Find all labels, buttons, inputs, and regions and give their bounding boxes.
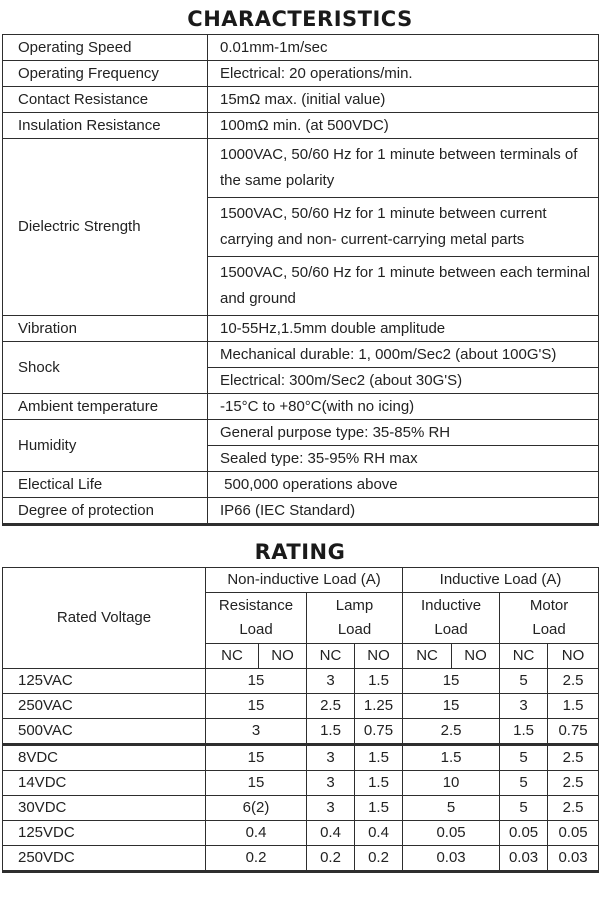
lamp-no-cell: 0.75	[355, 719, 403, 745]
table-row	[3, 113, 599, 139]
table-row	[3, 745, 599, 771]
table-row	[3, 669, 599, 694]
rating-title: RATING	[254, 540, 346, 564]
lamp-no-cell: 0.4	[355, 821, 403, 846]
spec-label: Dielectric Strength	[3, 139, 208, 316]
lamp-nc-cell: 3	[307, 745, 355, 771]
inductive-load-header: Inductive Load	[403, 593, 500, 644]
resistance-cell: 15	[206, 694, 307, 719]
spec-value: 100mΩ min. (at 500VDC)	[208, 113, 599, 139]
inductive-cell: 15	[403, 669, 500, 694]
lamp-nc-cell: 0.4	[307, 821, 355, 846]
motor-nc-cell: 3	[500, 694, 548, 719]
spec-value: Mechanical durable: 1, 000m/Sec2 (about 100G'S)	[208, 342, 599, 368]
table-row	[3, 394, 599, 420]
inductive-cell: 15	[403, 694, 500, 719]
resistance-cell: 15	[206, 669, 307, 694]
lamp-load-header: Lamp Load	[307, 593, 403, 644]
lamp-nc-cell: 3	[307, 796, 355, 821]
voltage-cell: 125VAC	[3, 669, 206, 694]
non-inductive-header: Non-inductive Load (A)	[206, 568, 403, 593]
table-row	[3, 316, 599, 342]
voltage-cell: 250VAC	[3, 694, 206, 719]
spec-label: Shock	[3, 342, 208, 394]
motor-nc-cell: 0.05	[500, 821, 548, 846]
spec-value: 500,000 operations above	[208, 472, 599, 498]
resistance-cell: 15	[206, 771, 307, 796]
table-row	[3, 719, 599, 745]
voltage-cell: 250VDC	[3, 846, 206, 872]
motor-nc-cell: 1.5	[500, 719, 548, 745]
lamp-no-cell: 1.5	[355, 745, 403, 771]
table-row	[3, 472, 599, 498]
motor-nc-cell: 5	[500, 771, 548, 796]
motor-nc-cell: 0.03	[500, 846, 548, 872]
nc-header: NC	[500, 644, 548, 669]
no-header: NO	[355, 644, 403, 669]
lamp-nc-cell: 3	[307, 771, 355, 796]
rating-table	[2, 567, 599, 873]
voltage-cell: 30VDC	[3, 796, 206, 821]
resistance-cell: 0.4	[206, 821, 307, 846]
spec-value: -15°C to +80°C(with no icing)	[208, 394, 599, 420]
table-row	[3, 139, 599, 198]
motor-no-cell: 0.75	[548, 719, 599, 745]
inductive-cell: 5	[403, 796, 500, 821]
lamp-no-cell: 1.5	[355, 771, 403, 796]
spec-label: Ambient temperature	[3, 394, 208, 420]
spec-label: Operating Frequency	[3, 61, 208, 87]
inductive-header: Inductive Load (A)	[403, 568, 599, 593]
voltage-cell: 500VAC	[3, 719, 206, 745]
rated-voltage-header: Rated Voltage	[3, 568, 206, 669]
spec-label: Electical Life	[3, 472, 208, 498]
table-row	[3, 846, 599, 872]
motor-nc-cell: 5	[500, 669, 548, 694]
motor-no-cell: 2.5	[548, 796, 599, 821]
spec-value: 15mΩ max. (initial value)	[208, 87, 599, 113]
header-row	[3, 568, 599, 593]
table-row	[3, 821, 599, 846]
no-header: NO	[452, 644, 500, 669]
motor-no-cell: 2.5	[548, 745, 599, 771]
lamp-no-cell: 0.2	[355, 846, 403, 872]
lamp-nc-cell: 3	[307, 669, 355, 694]
lamp-no-cell: 1.5	[355, 669, 403, 694]
spec-value: 10-55Hz,1.5mm double amplitude	[208, 316, 599, 342]
motor-load-header: Motor Load	[500, 593, 599, 644]
motor-no-cell: 1.5	[548, 694, 599, 719]
spec-value: Sealed type: 35-95% RH max	[208, 446, 599, 472]
table-row	[3, 498, 599, 525]
table-row	[3, 87, 599, 113]
lamp-no-cell: 1.5	[355, 796, 403, 821]
motor-no-cell: 0.05	[548, 821, 599, 846]
lamp-nc-cell: 0.2	[307, 846, 355, 872]
inductive-cell: 2.5	[403, 719, 500, 745]
lamp-nc-cell: 2.5	[307, 694, 355, 719]
spec-label: Vibration	[3, 316, 208, 342]
inductive-cell: 10	[403, 771, 500, 796]
spec-value: Electrical: 300m/Sec2 (about 30G'S)	[208, 368, 599, 394]
spec-label: Insulation Resistance	[3, 113, 208, 139]
spec-value: 0.01mm-1m/sec	[208, 35, 599, 61]
motor-no-cell: 0.03	[548, 846, 599, 872]
table-row	[3, 35, 599, 61]
motor-no-cell: 2.5	[548, 771, 599, 796]
voltage-cell: 8VDC	[3, 745, 206, 771]
spec-value: 1000VAC, 50/60 Hz for 1 minute between terminals of the same polarity	[208, 139, 599, 198]
resistance-cell: 6(2)	[206, 796, 307, 821]
characteristics-title: CHARACTERISTICS	[187, 7, 413, 31]
table-row	[3, 342, 599, 368]
table-row	[3, 420, 599, 446]
lamp-nc-cell: 1.5	[307, 719, 355, 745]
no-header: NO	[548, 644, 599, 669]
table-row	[3, 796, 599, 821]
resistance-cell: 15	[206, 745, 307, 771]
nc-header: NC	[403, 644, 452, 669]
characteristics-table	[2, 34, 599, 526]
spec-value: General purpose type: 35-85% RH	[208, 420, 599, 446]
spec-value: IP66 (IEC Standard)	[208, 498, 599, 525]
motor-nc-cell: 5	[500, 745, 548, 771]
table-row	[3, 61, 599, 87]
no-header: NO	[259, 644, 307, 669]
spec-label: Degree of protection	[3, 498, 208, 525]
spec-value: 1500VAC, 50/60 Hz for 1 minute between each terminal and ground	[208, 257, 599, 316]
nc-header: NC	[206, 644, 259, 669]
motor-no-cell: 2.5	[548, 669, 599, 694]
table-row	[3, 771, 599, 796]
inductive-cell: 0.03	[403, 846, 500, 872]
spec-label: Humidity	[3, 420, 208, 472]
spec-value: Electrical: 20 operations/min.	[208, 61, 599, 87]
lamp-no-cell: 1.25	[355, 694, 403, 719]
voltage-cell: 125VDC	[3, 821, 206, 846]
resistance-load-header: Resistance Load	[206, 593, 307, 644]
spec-label: Contact Resistance	[3, 87, 208, 113]
motor-nc-cell: 5	[500, 796, 548, 821]
inductive-cell: 1.5	[403, 745, 500, 771]
resistance-cell: 3	[206, 719, 307, 745]
spec-value: 1500VAC, 50/60 Hz for 1 minute between current carrying and non- current-carrying metal parts	[208, 198, 599, 257]
spec-label: Operating Speed	[3, 35, 208, 61]
table-row	[3, 694, 599, 719]
voltage-cell: 14VDC	[3, 771, 206, 796]
resistance-cell: 0.2	[206, 846, 307, 872]
nc-header: NC	[307, 644, 355, 669]
inductive-cell: 0.05	[403, 821, 500, 846]
